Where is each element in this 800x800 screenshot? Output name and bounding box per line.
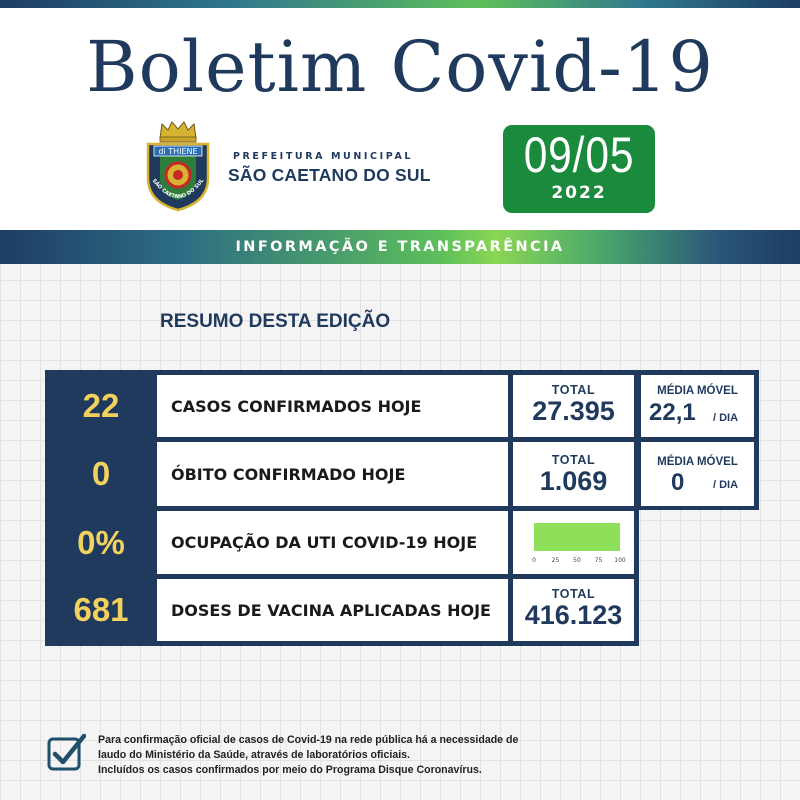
row-1-number: 22 xyxy=(82,387,120,424)
row-1-label: CASOS CONFIRMADOS HOJE xyxy=(157,375,508,437)
footnote-line-3: Incluídos os casos confirmados por meio do Programa Disque Coronavírus. xyxy=(98,764,482,776)
row-2-mm-value: 0 xyxy=(671,469,685,496)
crest-banner-text: di THIENE xyxy=(158,147,198,156)
prefeitura-subtitle: PREFEITURA MUNICIPAL xyxy=(232,151,414,162)
row-2-total-label: TOTAL xyxy=(551,453,596,467)
uti-tick-label: 100 xyxy=(614,557,626,564)
prefeitura-name: SÃO CAETANO DO SUL xyxy=(228,165,431,185)
prefeitura-logo-text xyxy=(228,151,431,186)
uti-occupancy-chart xyxy=(513,511,634,574)
footnote xyxy=(98,733,598,778)
header xyxy=(0,8,800,230)
row-4-total xyxy=(513,579,634,641)
row-1-total-value: 27.395 xyxy=(532,396,615,426)
row-1-total xyxy=(513,375,634,437)
uti-tick-label: 75 xyxy=(594,557,603,564)
row-2-total-value: 1.069 xyxy=(539,466,608,496)
row-1-mm-label: MÉDIA MÓVEL xyxy=(657,385,738,397)
uti-bar xyxy=(534,523,620,551)
city-crest-icon xyxy=(138,120,218,212)
date-badge xyxy=(503,125,655,213)
page-title: Boletim Covid-19 xyxy=(86,26,714,108)
row-1-moving-average xyxy=(641,375,754,437)
row-3-label: OCUPAÇÃO DA UTI COVID-19 HOJE xyxy=(157,511,508,574)
row-3-number: 0% xyxy=(77,524,125,561)
row-2-label: ÓBITO CONFIRMADO HOJE xyxy=(157,442,508,506)
info-band: INFORMAÇÃO E TRANSPARÊNCIA xyxy=(0,230,800,264)
row-4-number: 681 xyxy=(73,591,129,628)
top-gradient-stripe xyxy=(0,0,800,8)
uti-chart-cell xyxy=(513,511,634,574)
row-4-total-label: TOTAL xyxy=(551,587,596,601)
footnote-line-1: Para confirmação oficial de casos de Covid-19 na rede pública há a necessidade de xyxy=(98,734,519,746)
row-1-total-label: TOTAL xyxy=(551,383,596,397)
row-2-moving-average xyxy=(641,442,754,506)
crest-ring-text: SÃO CAETANO DO SUL xyxy=(150,177,206,201)
date-day: 09/05 xyxy=(523,127,635,183)
row-2-number: 0 xyxy=(91,455,111,492)
row-2-total xyxy=(513,442,634,506)
checkbox-check-icon xyxy=(46,733,86,773)
uti-tick-label: 25 xyxy=(551,557,560,564)
row-2-mm-label: MÉDIA MÓVEL xyxy=(657,456,738,468)
uti-tick-label: 0 xyxy=(532,557,536,564)
section-title: RESUMO DESTA EDIÇÃO xyxy=(160,311,391,332)
row-4-label: DOSES DE VACINA APLICADAS HOJE xyxy=(157,579,508,641)
row-1-mm-value: 22,1 xyxy=(649,399,696,426)
date-year: 2022 xyxy=(551,183,607,203)
row-4-total-value: 416.123 xyxy=(524,600,623,630)
row-1-mm-unit: / DIA xyxy=(713,412,739,424)
row-2-mm-unit: / DIA xyxy=(713,479,739,491)
uti-tick-label: 50 xyxy=(573,557,581,564)
footnote-line-2: laudo do Ministério da Saúde, através de laboratórios oficiais. xyxy=(98,749,411,761)
